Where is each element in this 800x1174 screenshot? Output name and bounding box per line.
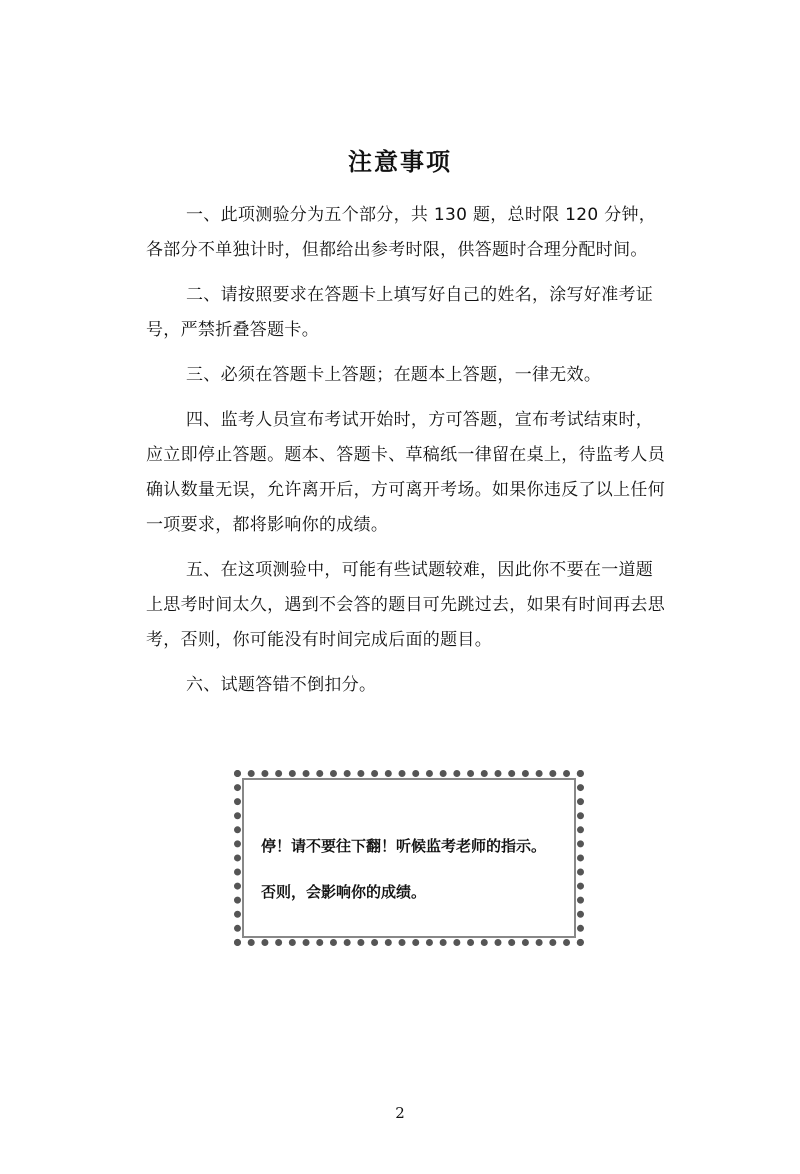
notice-item-5: 五、在这项测验中，可能有些试题较难，因此你不要在一道题上思考时间太久，遇到不会答的题目可先跳过去，如果有时间再去思考，否则，你可能没有时间完成后面的题目。 — [146, 560, 665, 650]
notice-item-3: 三、必须在答题卡上答题；在题本上答题，一律无效。 — [186, 365, 602, 385]
page-title: 注意事项 — [348, 148, 452, 176]
page-number: 2 — [395, 1104, 405, 1122]
notice-item-2: 二、请按照要求在答题卡上填写好自己的姓名，涂写好准考证号，严禁折叠答题卡。 — [146, 285, 654, 340]
stop-warning-box — [234, 770, 584, 946]
notice-list — [146, 198, 670, 713]
notice-item-4: 四、监考人员宣布考试开始时，方可答题，宣布考试结束时，应立即停止答题。题本、答题卡、草稿纸一律留在桌上，待监考人员确认数量无误，允许离开后，方可离开考场。如果你违反了以上任何一项要求，都将影响你的成绩。 — [146, 410, 665, 535]
stop-warning-line-1: 停！请不要往下翻！听候监考老师的指示。 — [261, 837, 547, 855]
notice-item-1: 一、此项测验分为五个部分，共 130 题，总时限 120 分钟，各部分不单独计时，但都给出参考时限，供答题时合理分配时间。 — [146, 205, 657, 260]
notice-item-6: 六、试题答错不倒扣分。 — [186, 675, 377, 695]
stop-warning-line-2: 否则，会影响你的成绩。 — [261, 883, 427, 901]
